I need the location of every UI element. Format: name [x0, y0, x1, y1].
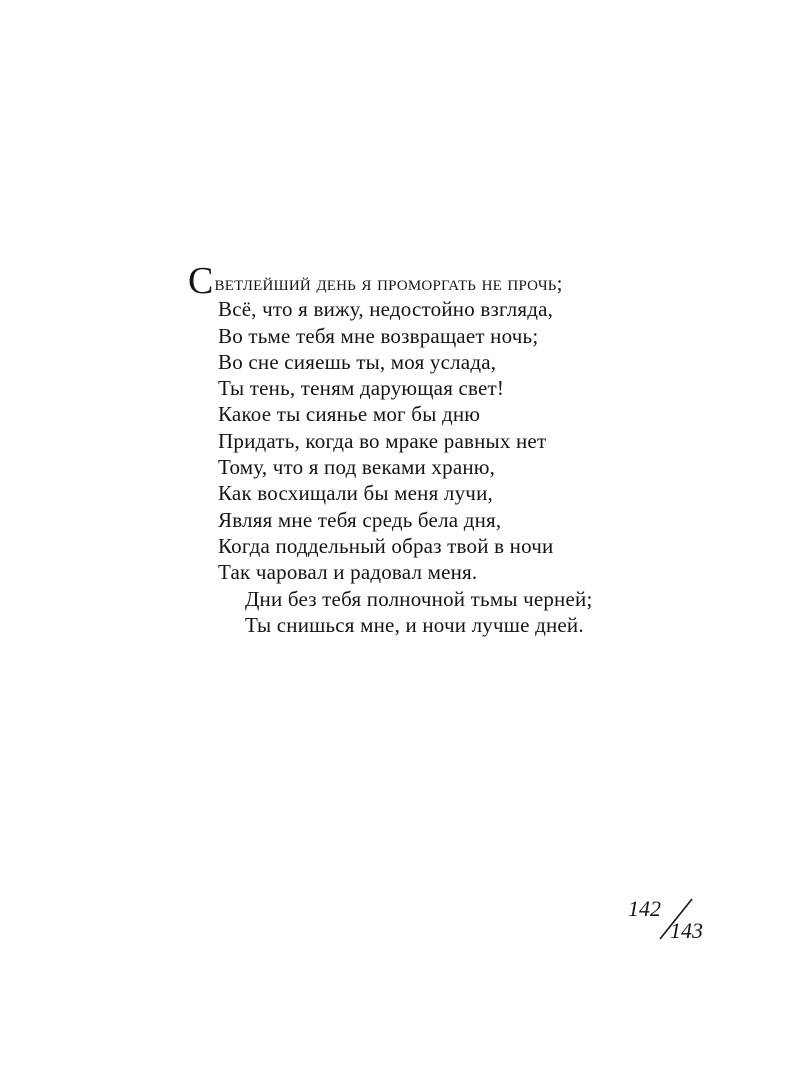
poem-line-9: Как восхищали бы меня лучи,: [218, 481, 493, 506]
couplet-line-2: Ты снишься мне, и ночи лучше дней.: [245, 612, 584, 637]
first-line-text: ветлейший день я проморгать не прочь;: [214, 271, 563, 295]
poem-line-8: Тому, что я под веками храню,: [218, 455, 496, 480]
poem-line-10: Являя мне тебя средь бела дня,: [218, 507, 502, 532]
page-number-left: 142: [628, 896, 661, 921]
poem-line-5: Ты тень, теням дарующая свет!: [218, 376, 505, 401]
poem-line-4: Во сне сияешь ты, моя услада,: [218, 349, 497, 374]
poem-line-2: Всё, что я вижу, недостойно взгляда,: [218, 297, 554, 322]
page-number-right: 143: [670, 918, 703, 943]
page-numbers: [624, 893, 714, 953]
couplet-line-1: Дни без тебя полночной тьмы черней;: [245, 586, 593, 611]
poem: [188, 260, 708, 638]
drop-initial: С: [188, 260, 214, 302]
poem-line-12: Так чаровал и радовал меня.: [218, 560, 478, 585]
poem-line-3: Во тьме тебя мне возвращает ночь;: [218, 323, 539, 348]
poem-line-11: Когда поддельный образ твой в ночи: [218, 533, 554, 558]
poem-line-6: Какое ты сиянье мог бы дню: [218, 402, 481, 427]
poem-line-1: [188, 260, 708, 302]
poem-line-7: Придать, когда во мраке равных нет: [218, 428, 547, 453]
